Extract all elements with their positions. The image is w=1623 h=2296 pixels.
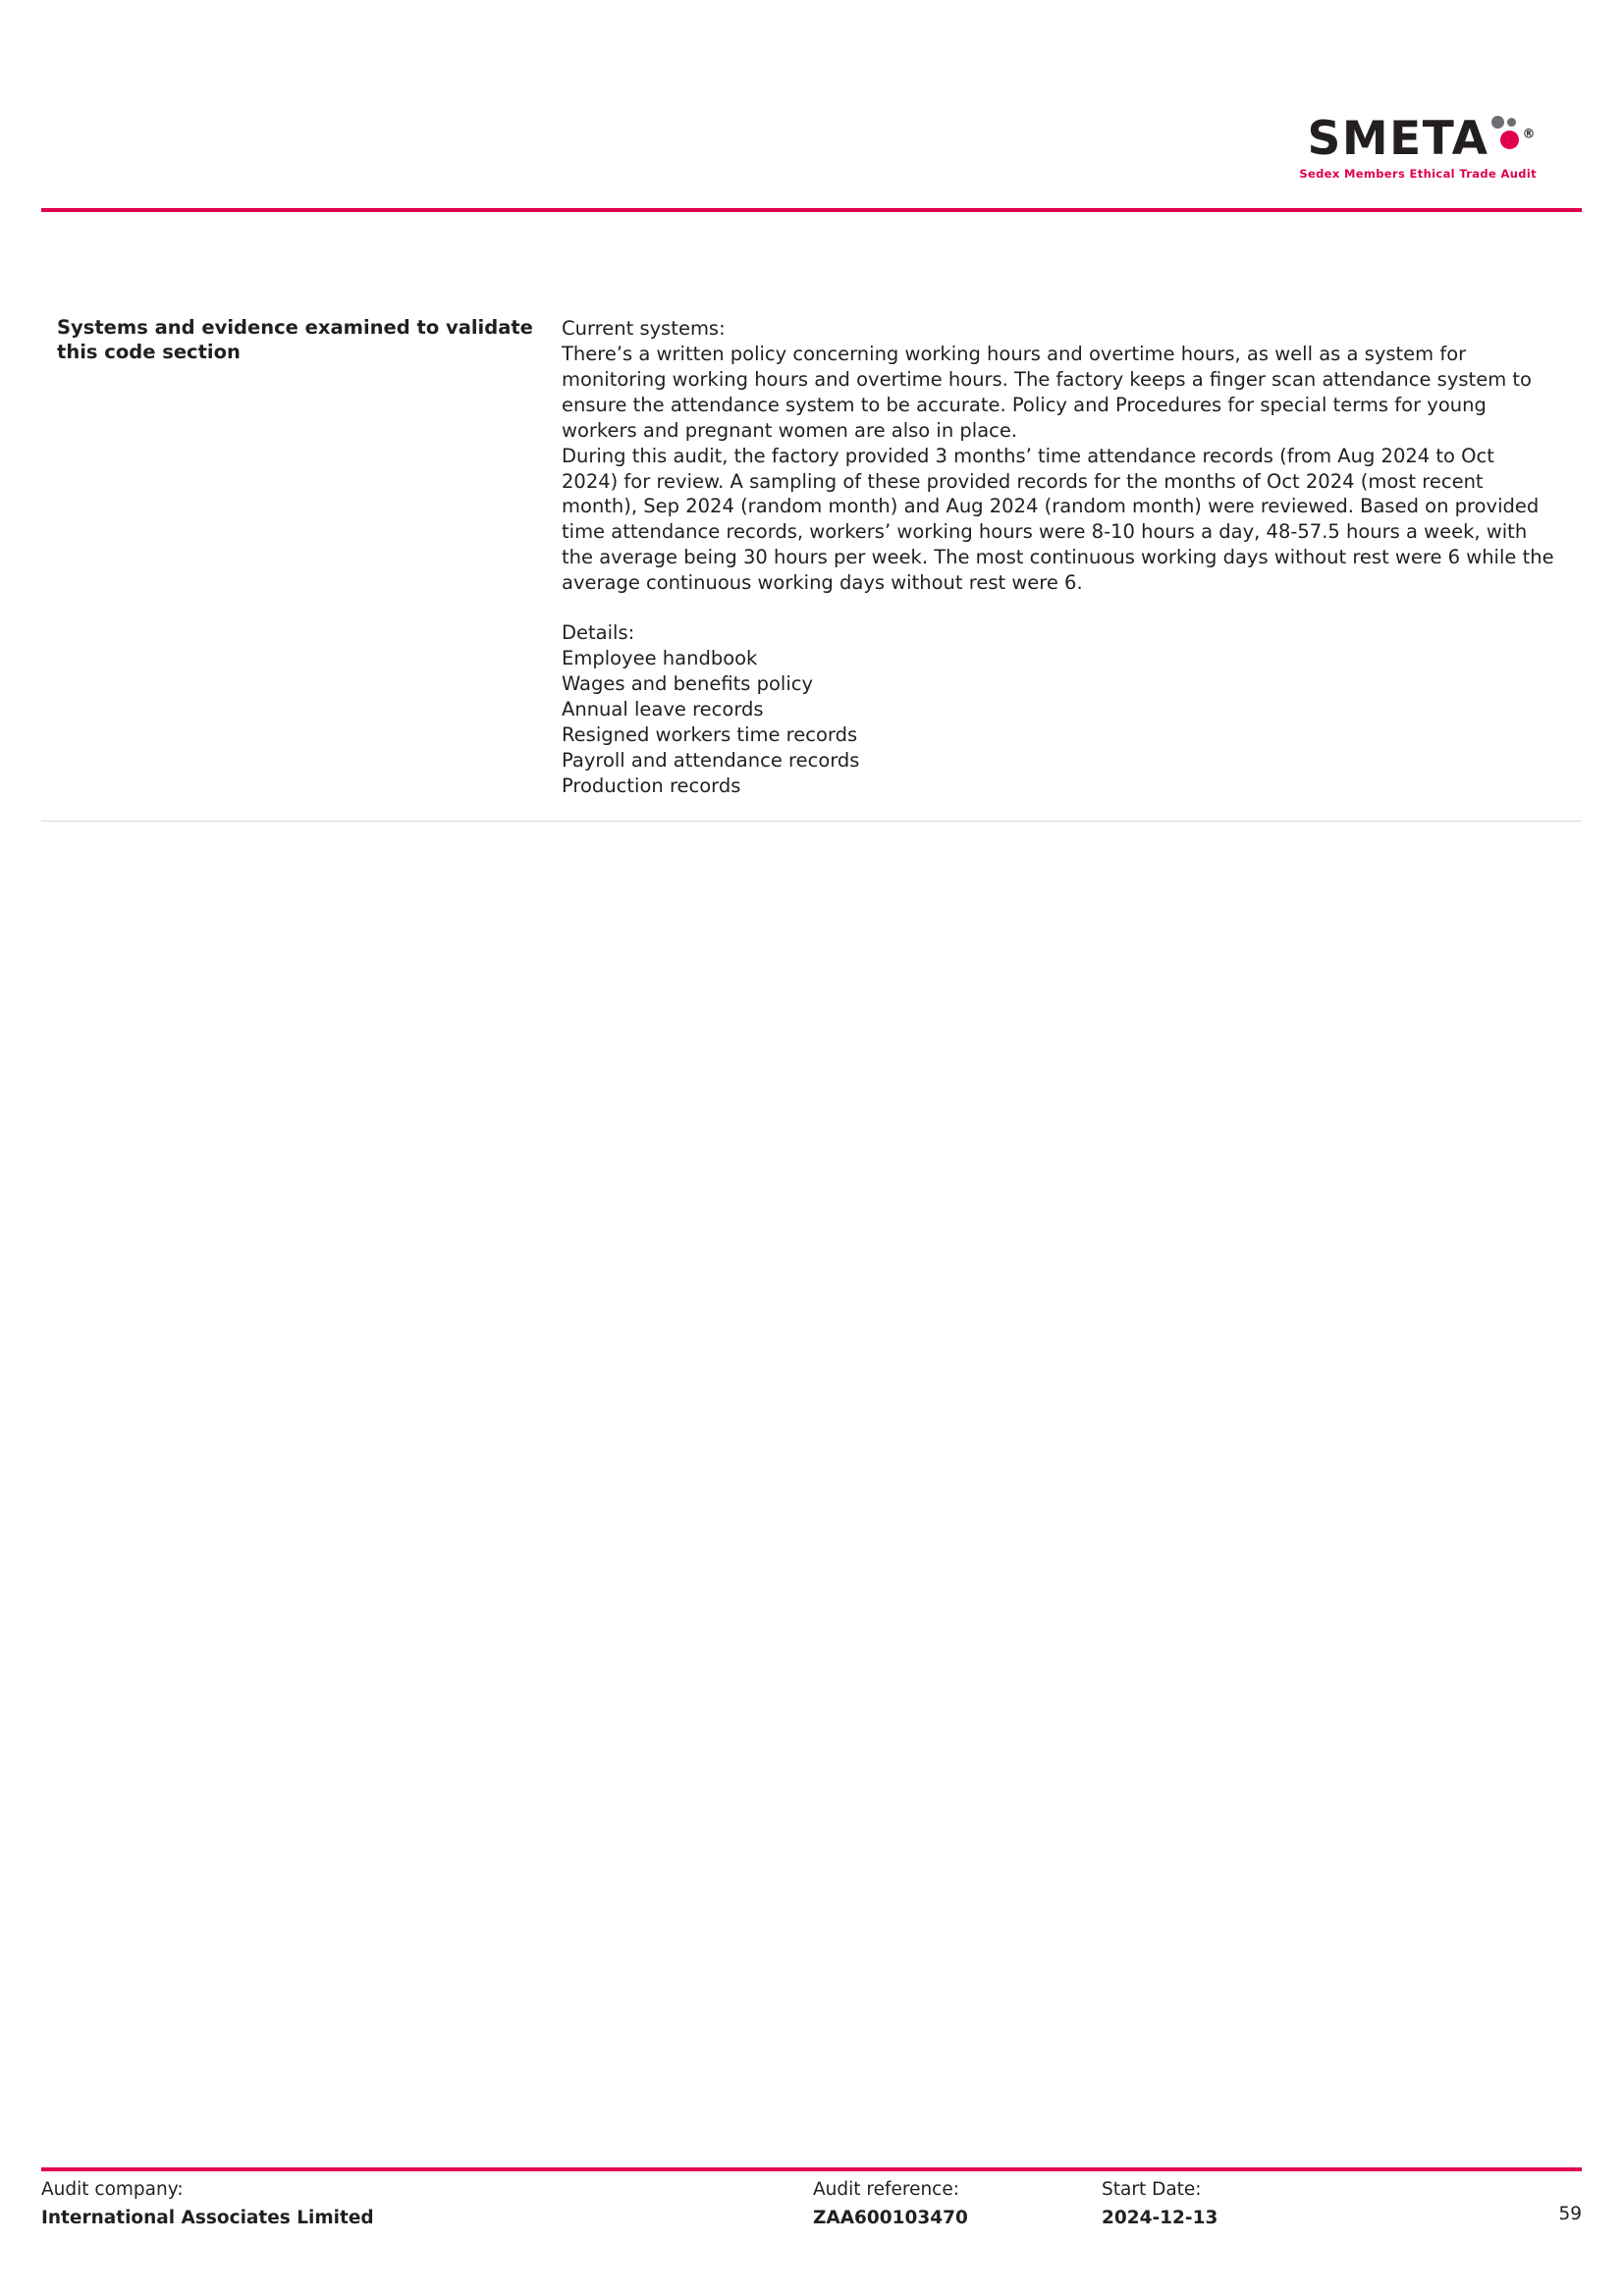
footer-audit-reference-value: ZAA600103470 — [813, 2207, 968, 2228]
details-heading: Details: — [562, 621, 635, 645]
logo-dots-icon — [1489, 116, 1523, 159]
footer-divider — [41, 2167, 1582, 2171]
smeta-logo — [1299, 112, 1537, 181]
header-divider — [41, 208, 1582, 212]
footer-start-date-label: Start Date: — [1102, 2179, 1202, 2200]
logo-tagline: Sedex Members Ethical Trade Audit — [1299, 167, 1537, 181]
footer-start-date — [1102, 2176, 1217, 2232]
current-systems-paragraph: There’s a written policy concerning working hours and overtime hours, as well as a system for monitoring working hours and overtime hours. The factory keeps a finger scan attendance system to ensure the attendance system to be accurate. Policy and Procedures for special terms for young workers and pregnant women are also in place. — [562, 342, 1532, 442]
detail-item: Employee handbook — [562, 647, 758, 670]
main-content — [41, 316, 1582, 822]
row-value — [562, 316, 1582, 799]
detail-item: Payroll and attendance records — [562, 748, 860, 772]
page-footer — [41, 2176, 1582, 2245]
footer-audit-company — [41, 2176, 374, 2232]
logo-wordmark — [1307, 112, 1537, 166]
footer-page-number: 59 — [1558, 2204, 1582, 2224]
detail-item: Resigned workers time records — [562, 722, 858, 746]
footer-audit-reference — [813, 2176, 968, 2232]
footer-audit-company-label: Audit company: — [41, 2179, 184, 2200]
audit-paragraph: During this audit, the factory provided 3 months’ time attendance records (from Aug 2024 to Oct 2024) for review. A sampling of these provided records for the months of Oct 2024 (most recent month), Sep 2024 (random month) and Aug 2024 (random month) were reviewed. Based on provided time attendance records, workers’ working hours were 8-10 hours a day, 48-57.5 hours a week, with the average being 30 hours per week. The most continuous working days without rest were 6 while the average continuous working days without rest were 6. — [562, 444, 1554, 595]
footer-audit-reference-label: Audit reference: — [813, 2179, 959, 2200]
footer-start-date-value: 2024-12-13 — [1102, 2207, 1218, 2228]
detail-item: Annual leave records — [562, 697, 764, 721]
evidence-row — [41, 316, 1582, 822]
page-header — [0, 0, 1623, 214]
logo-wordmark-text: SMETA — [1307, 112, 1489, 166]
paragraph-spacer — [562, 596, 1556, 620]
detail-item: Wages and benefits policy — [562, 671, 814, 695]
registered-mark: ® — [1522, 127, 1537, 142]
footer-audit-company-value: International Associates Limited — [41, 2207, 374, 2228]
row-label: Systems and evidence examined to validate this code section — [57, 316, 533, 363]
current-systems-heading: Current systems: — [562, 317, 726, 340]
detail-item: Production records — [562, 774, 741, 797]
